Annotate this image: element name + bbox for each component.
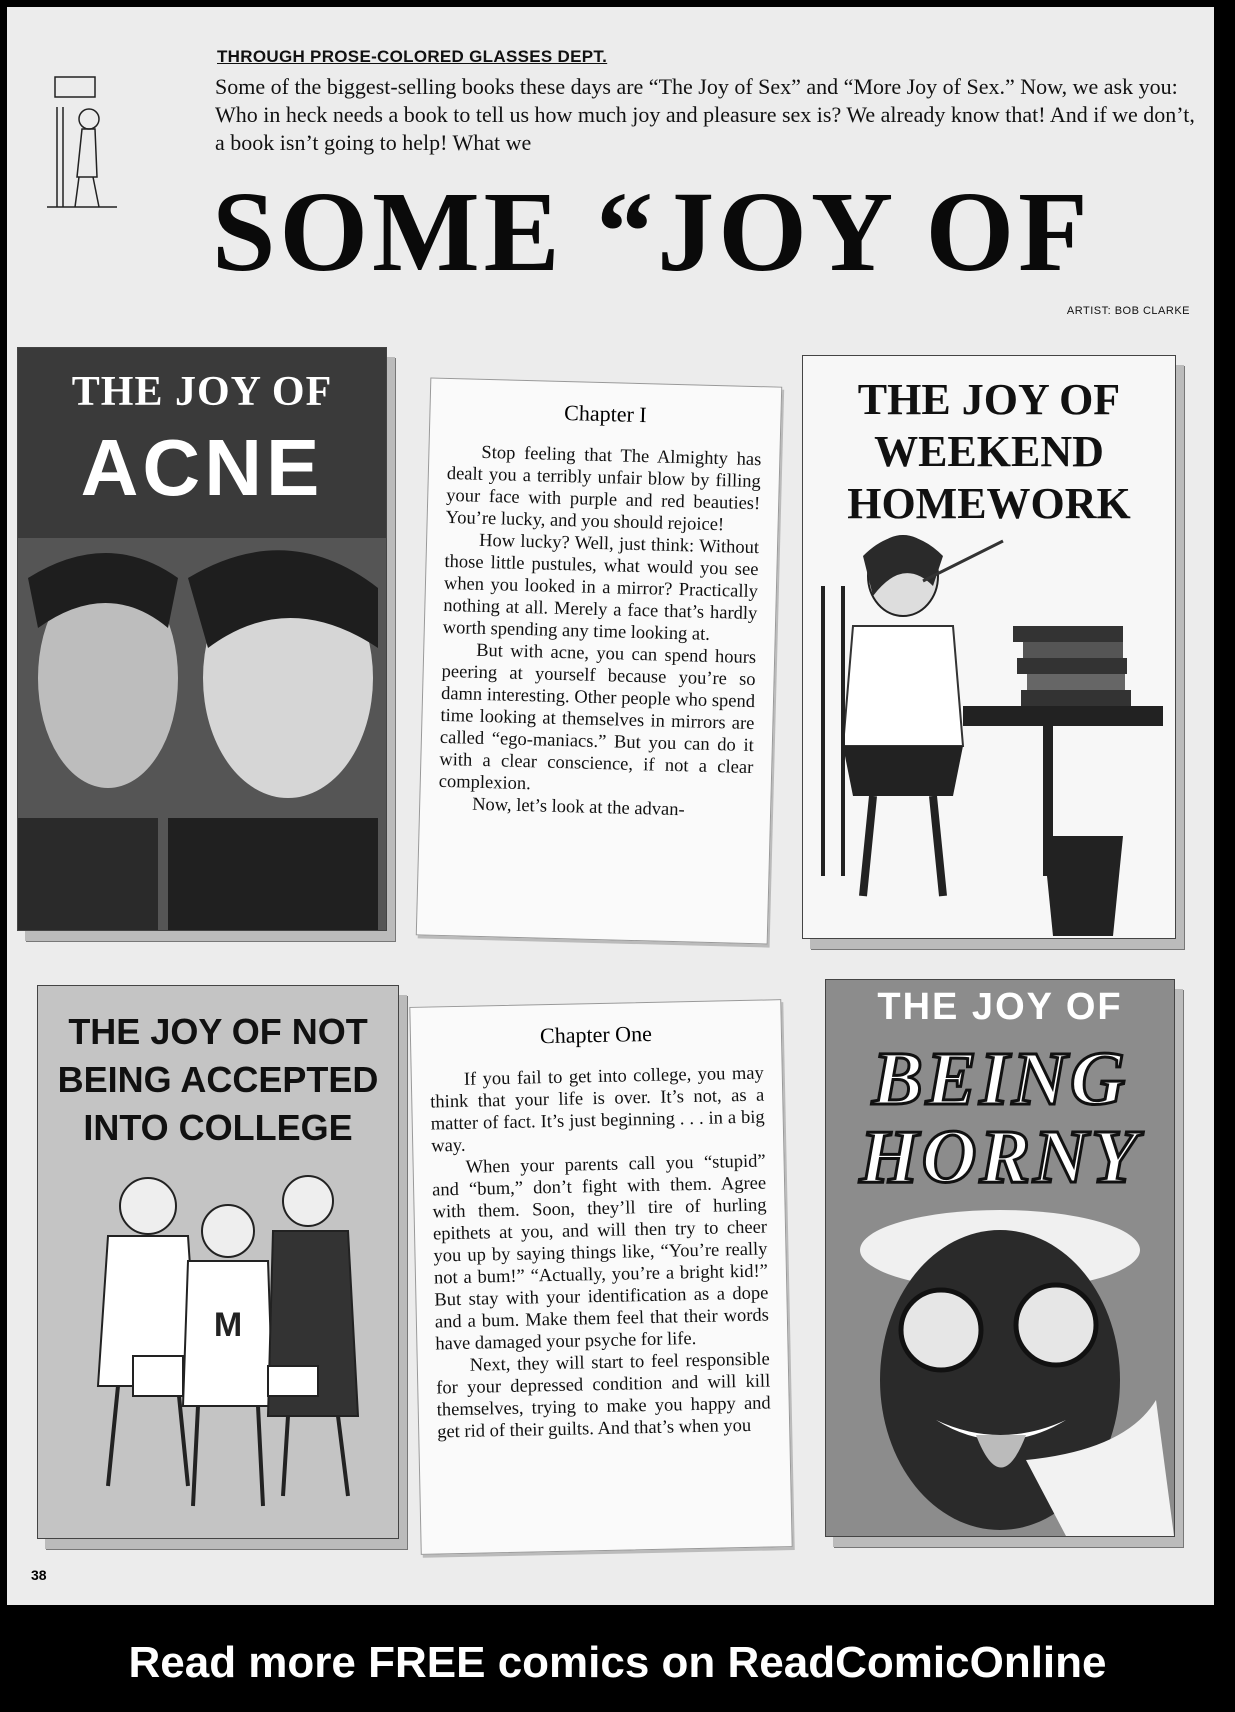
chapter-one-title: Chapter One — [539, 1020, 653, 1049]
college-title-line3: INTO COLLEGE — [83, 1107, 353, 1148]
department-label: THROUGH PROSE-COLORED GLASSES DEPT. — [217, 47, 608, 66]
homework-title-line2: WEEKEND — [874, 427, 1104, 476]
artist-credit: ARTIST: BOB CLARKE — [1066, 305, 1190, 317]
acne-title-line1: THE JOY OF — [71, 369, 333, 415]
chapter-i-excerpt — [416, 377, 782, 944]
book-cover-being-horny — [825, 979, 1175, 1537]
chapter-one-paragraph: Next, they will start to feel responsible for your depressed condition and will kill themselves, trying to make you happy and get rid of their guilts. And that’s when you — [436, 1349, 771, 1443]
homework-title-line1: THE JOY OF — [857, 375, 1121, 424]
chapter-i-paragraph: But with acne, you can spend hours peering at yourself because you’re so damn interesting. Other people who spend time looking at themselves in mirrors are called “ego-maniacs.” But you can do it with a clear conscience, if not a clear complexion. — [438, 640, 757, 795]
page-number: 38 — [31, 1567, 47, 1583]
horny-title-line2: BEING — [872, 1037, 1128, 1121]
cartoon-thumbnail — [27, 67, 132, 217]
horny-title-line1: THE JOY OF — [877, 986, 1123, 1028]
book-cover-acne — [17, 347, 387, 931]
chapter-one-paragraph: If you fail to get into college, you may think that your life is over. It’s not, as a matter of fact. It’s just beginning . . . in a big way. — [430, 1063, 765, 1157]
chapter-one-paragraph: When your parents call you “stupid” and “bum,” don’t fight with them. Agree with them. Soon, they’ll tire of hurling epithets at you, and will then try to cheer you up by saying things like, “You’re really not a bum!” “Actually, you’re a bright kid!” But stay with your identification as a dope and a bum. Make them feel that their words have damaged your psyche for life. — [431, 1151, 770, 1355]
homework-title-block — [803, 374, 1175, 530]
chapter-i-paragraph: Now, let’s look at the advan- — [471, 794, 685, 821]
chapter-i-title: Chapter I — [563, 400, 648, 428]
magazine-page — [7, 7, 1214, 1605]
footer-banner[interactable]: Read more FREE comics on ReadComicOnline — [128, 1638, 1107, 1687]
college-title-line1: THE JOY OF NOT — [68, 1011, 368, 1052]
horny-title-line3: HORNY — [859, 1115, 1141, 1199]
college-title-block — [38, 1008, 398, 1152]
chapter-i-paragraph: How lucky? Well, just think: Without those little pustules, what would you see when you looked in a mirror? Practically nothing at all. Merely a face that’s hardly worth spending any time looking at. — [442, 530, 760, 645]
chapter-i-paragraph: Stop feeling that The Almighty has dealt you a terribly unfair blow by filling your face with purple and red beauties! You’re lucky, and you should rejoice! — [445, 442, 762, 536]
book-cover-weekend-homework — [802, 355, 1176, 939]
sweater-letter: M — [213, 1306, 243, 1344]
intro-paragraph: Some of the biggest-selling books these days are “The Joy of Sex” and “More Joy of Sex.” Now, we ask you: Who in heck needs a book to tell us how much joy and pleasure sex is? We already know that! And if we don’t, a book isn’t going to help! What we — [215, 74, 1195, 155]
college-title-line2: BEING ACCEPTED — [57, 1059, 379, 1100]
acne-title-line2: ACNE — [80, 423, 324, 512]
chapter-one-excerpt — [409, 999, 792, 1555]
book-cover-not-accepted-college — [37, 985, 399, 1539]
article-headline: SOME “JOY OF — [212, 168, 1092, 295]
homework-title-line3: HOMEWORK — [847, 479, 1131, 528]
